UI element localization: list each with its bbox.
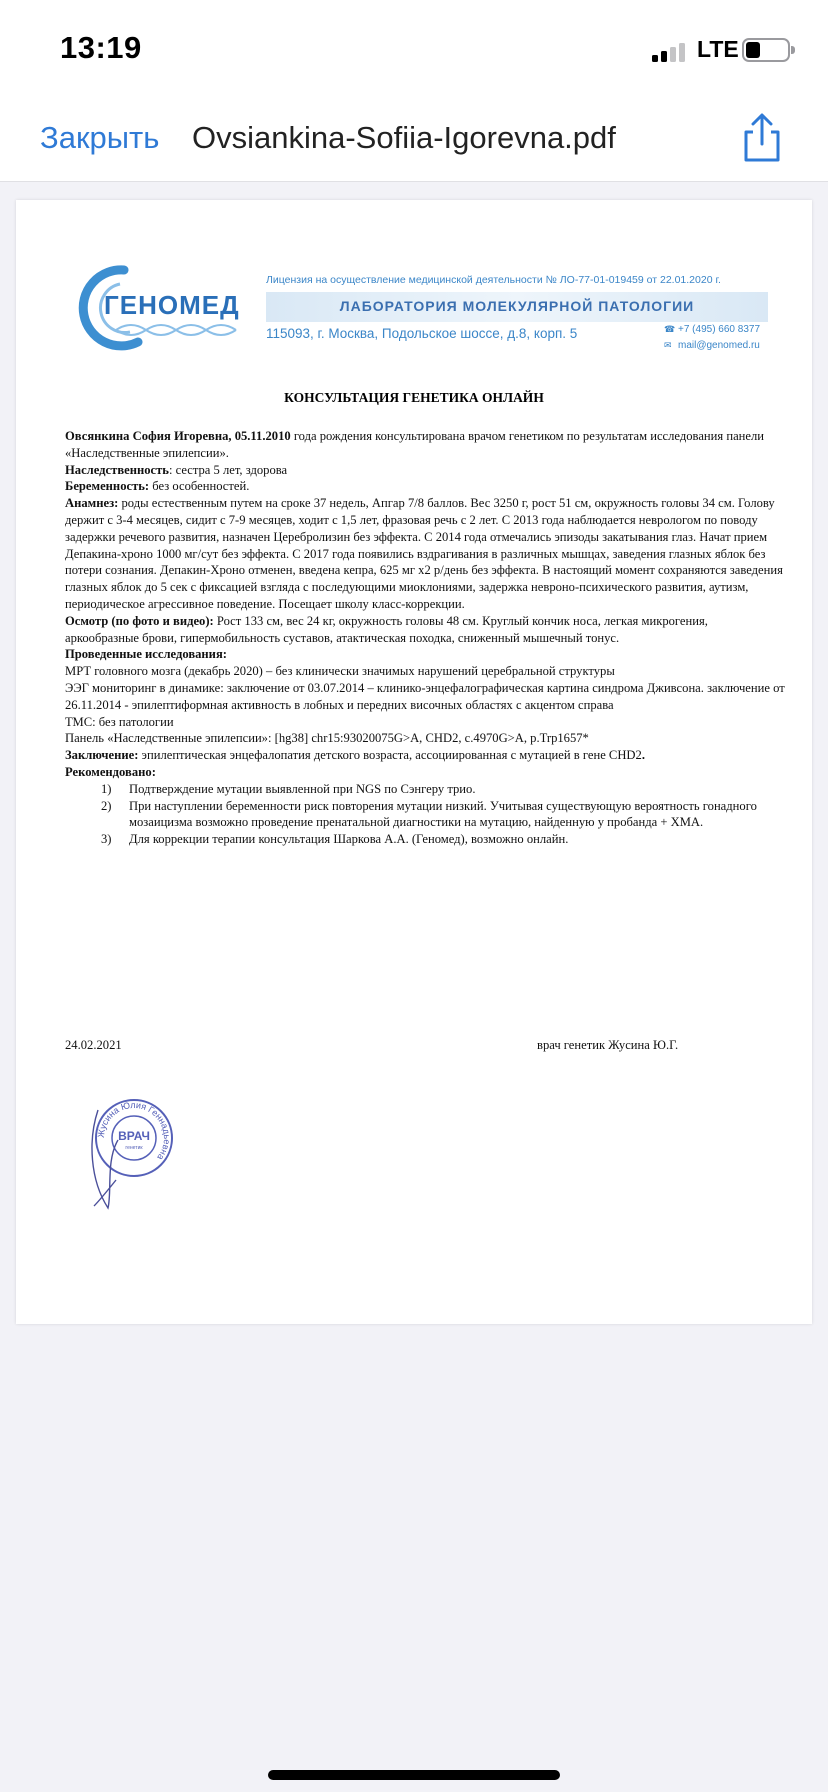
license-text: Лицензия на осуществление медицинской деятельности № ЛО-77-01-019459 от 22.01.2020 г. <box>266 274 721 286</box>
exam-paragraph: Осмотр (по фото и видео): Рост 133 см, вес 24 кг, окружность головы 48 см. Круглый кончик носа, легкая микрогения, аркообразные брови, гипермобильность суставов, атактическая походка, сниженный мышечный тонус. <box>65 613 708 645</box>
patient-intro: Овсянкина София Игоревна, 05.11.2010 года рождения консультирована врачом генетиком по результатам исследования панели «Наследственные эпилепсии». <box>65 429 765 460</box>
consultation-title: КОНСУЛЬТАЦИЯ ГЕНЕТИКА ОНЛАЙН <box>284 390 544 405</box>
study-eeg: ЭЭГ мониторинг в динамике: заключение от 03.07.2014 – клинико-энцефалографическая картина синдрома Дживсона. заключение от 26.11.2014 - эпилептиформная активность в лобных и передних височных областях с акцентом справа <box>65 680 785 712</box>
pdf-page[interactable] <box>16 200 812 1324</box>
home-indicator[interactable] <box>268 1770 560 1780</box>
study-panel: Панель «Наследственные эпилепсии»: [hg38] chr15:93020075G>A, CHD2, c.4970G>A, p.Trp1657* <box>65 731 589 746</box>
lab-name: ЛАБОРАТОРИЯ МОЛЕКУЛЯРНОЙ ПАТОЛОГИИ <box>339 298 695 314</box>
recommendations-heading: Рекомендовано: <box>65 764 156 779</box>
doctor-stamp <box>78 1080 188 1220</box>
lab-email: ✉ mail@genomed.ru <box>664 340 760 351</box>
phone-icon: ☎ <box>664 324 676 334</box>
svg-text:ГЕНОМЕД: ГЕНОМЕД <box>104 290 240 320</box>
recommendation-item: 1) Подтверждение мутации выявленной при NGS по Сэнгеру трио. <box>101 781 476 796</box>
share-icon[interactable] <box>736 110 788 164</box>
conclusion-paragraph: Заключение: эпилептическая энцефалопатия детского возраста, ассоциированная с мутацией в гене CHD2. <box>65 748 645 763</box>
consultation-body <box>65 428 785 848</box>
document-nav-bar <box>0 90 828 182</box>
mail-icon: ✉ <box>664 340 672 350</box>
stamp-sub-text: генетик <box>125 1145 143 1151</box>
lab-band <box>266 292 768 322</box>
network-type: LTE <box>697 36 739 62</box>
cellular-signal-icon <box>652 40 690 62</box>
anamnesis-paragraph: Анамнез: роды естественным путем на сроке 37 недель, Апгар 7/8 баллов. Вес 3250 г, рост 51 см, окружность головы 34 см. Голову держит с 3-4 месяцев, сидит с 7-9 месяцев, ходит с 1,5 лет, фразовая речь с 2 лет. С 2013 года наблюдается неврологом по поводу задержки речевого развития, назначен Церебролизин без эффекта. С 2014 года отмечались эпизоды закатывания глаз. Начат прием Депакина-хроно 1000 мг/сут без эффекта. С 2017 года появились вздрагивания в различных мышцах, заведения глазных яблок без потери сознания. Депакин-Хроно отменен, введена кепра, 625 мг х2 р/день без эффекта. В настоящий момент сохраняются заведения глазных яблок до 5 сек с фиксацией взгляда с последующими миоклониями, задержка невроно-психического развития, аутизм, периодическое агрессивное поведение. Посещает школу класс-коррекции. <box>65 496 783 611</box>
close-button[interactable]: Закрыть <box>40 120 160 155</box>
document-title: Ovsiankina-Sofiia-Igorevna.pdf <box>192 120 616 155</box>
recommendations-list <box>65 781 785 848</box>
genomed-logo <box>76 262 266 352</box>
battery-icon <box>742 38 790 62</box>
studies-heading: Проведенные исследования: <box>65 647 227 662</box>
doctor-signature-line: врач генетик Жусина Ю.Г. <box>537 1038 679 1052</box>
stamp-center-text: ВРАЧ <box>118 1129 150 1143</box>
lab-phone: ☎ +7 (495) 660 8377 <box>664 324 761 335</box>
heredity-line: Наследственность: сестра 5 лет, здорова <box>65 462 288 477</box>
lab-address: 115093, г. Москва, Подольское шоссе, д.8, корп. 5 <box>266 326 578 341</box>
study-tms: ТМС: без патологии <box>65 714 174 729</box>
recommendation-item: 2) При наступлении беременности риск повторения мутации низкий. Учитывая существующую вероятность гонадного мозаицизма возможно проведение пренатальной диагностики на мутацию, найденную у пробанда + ХМА. <box>101 798 757 830</box>
status-bar <box>0 0 828 90</box>
consultation-date: 24.02.2021 <box>65 1038 122 1052</box>
pregnancy-line: Беременность: без особенностей. <box>65 479 250 494</box>
letterhead <box>76 262 791 362</box>
recommendation-item: 3) Для коррекции терапии консультация Шаркова А.А. (Геномед), возможно онлайн. <box>101 832 569 847</box>
stamp-ring-text: Жусина Юлия Геннадьевна <box>95 1099 173 1163</box>
study-mri: МРТ головного мозга (декабрь 2020) – без клинически значимых нарушений церебральной структуры <box>65 664 615 679</box>
status-time: 13:19 <box>60 30 142 65</box>
